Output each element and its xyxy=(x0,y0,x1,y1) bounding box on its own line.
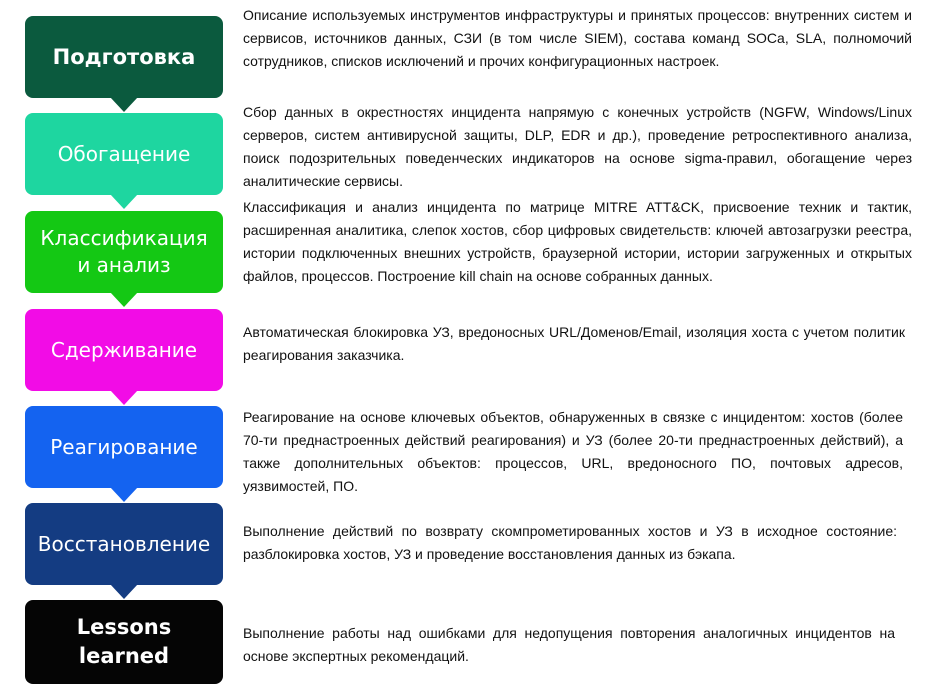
stage-preparation xyxy=(25,16,223,98)
stage-classification-title: Классификация и анализ xyxy=(40,226,208,277)
stage-lessons-learned xyxy=(25,600,223,684)
stage-classification xyxy=(25,211,223,293)
stage-containment xyxy=(25,309,223,391)
stage-response-title: Реагирование xyxy=(50,434,198,459)
description-response: Реагирование на основе ключевых объектов, обнаруженных в связке с инцидентом: хостов (более 70-ти преднастроенных действий реагирования) и УЗ (более 20-ти преднастроенных действий), а также дополнительных объектов: процессов, URL, вредоносного ПО, почтовых адресов, уязвимостей, ПО. xyxy=(243,409,903,494)
stage-classification-pointer xyxy=(110,292,138,307)
description-enrichment: Сбор данных в окрестностях инцидента напрямую с конечных устройств (NGFW, Windows/Linux серверов, систем антивирусной защиты, DLP, EDR и др.), проведение ретроспективного анализа, поиск подозрительных поведенческих индикаторов на основе sigma-правил, обогащение через аналитические сервисы. xyxy=(243,104,912,189)
stage-enrichment-title: Обогащение xyxy=(57,141,191,166)
stage-lessons-learned-title: Lessons learned xyxy=(76,615,172,668)
stage-response xyxy=(25,406,223,488)
description-recovery: Выполнение действий по возврату скомпрометированных хостов и УЗ в исходное состояние: разблокировка хостов, УЗ и проведение восстановления данных из бэкапа. xyxy=(243,523,897,562)
stage-preparation-title: Подготовка xyxy=(52,44,196,69)
description-classification: Классификация и анализ инцидента по матрице MITRE ATT&CK, присвоение техник и тактик, расширенная аналитика, слепок хостов, сбор цифровых свидетельств: ключей автозагрузки реестра, истории подключенных внешних устройств, браузерной истории, истории загруженных и открытых файлов, процессов. Построение kill chain на основе собранных данных. xyxy=(243,199,912,284)
stage-enrichment-pointer xyxy=(110,194,138,209)
stage-preparation-pointer xyxy=(110,97,138,112)
stage-enrichment xyxy=(25,113,223,195)
stage-recovery-title: Восстановление xyxy=(37,531,211,556)
stage-recovery-pointer xyxy=(110,584,138,599)
stage-containment-pointer xyxy=(110,390,138,405)
stage-recovery xyxy=(25,503,223,585)
stage-response-pointer xyxy=(110,487,138,502)
description-preparation: Описание используемых инструментов инфраструктуры и принятых процессов: внутренних систем и сервисов, источников данных, СЗИ (в том числе SIEM), состава команд SOCа, SLA, полномочий сотрудников, списков исключений и прочих конфигурационных настроек. xyxy=(243,7,912,69)
stage-containment-title: Сдерживание xyxy=(50,337,198,362)
description-lessons-learned: Выполнение работы над ошибками для недопущения повторения аналогичных инцидентов на основе экспертных рекомендаций. xyxy=(243,625,895,664)
description-containment: Автоматическая блокировка УЗ, вредоносных URL/Доменов/Email, изоляция хоста с учетом политик реагирования заказчика. xyxy=(243,324,905,363)
